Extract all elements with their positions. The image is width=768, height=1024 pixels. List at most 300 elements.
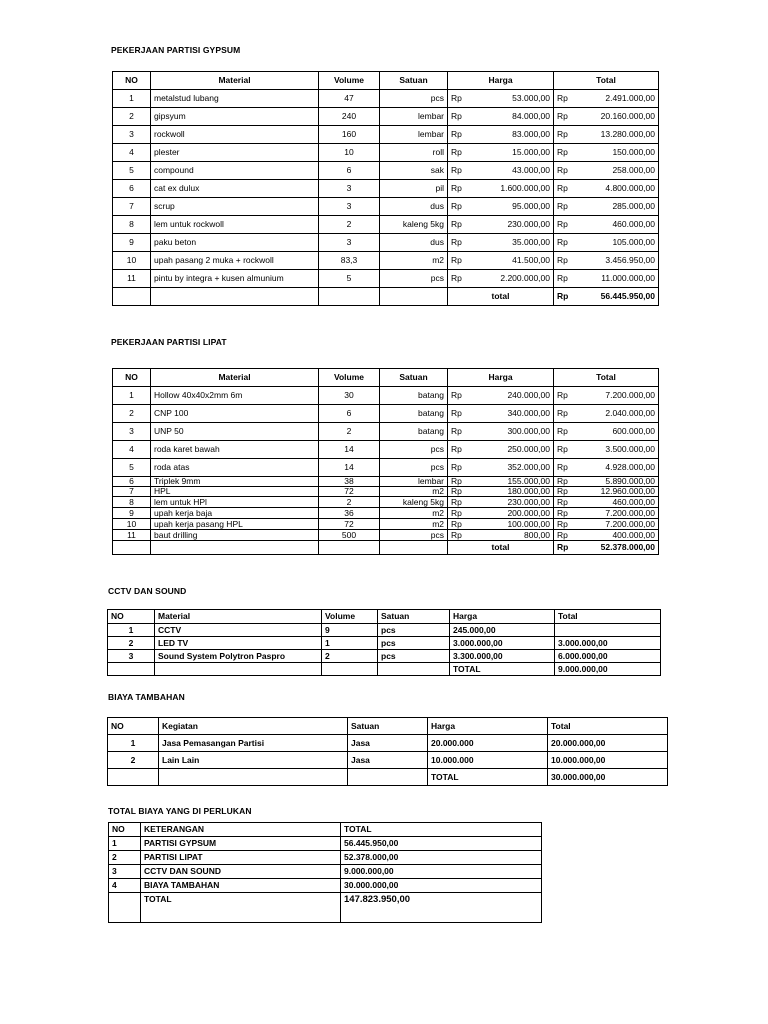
cell-harga: 84.000,00 xyxy=(478,108,554,126)
header-keterangan: KETERANGAN xyxy=(141,823,341,837)
cell-currency: Rp xyxy=(448,519,478,530)
cell-no: 11 xyxy=(113,530,151,541)
cell-satuan: m2 xyxy=(380,252,448,270)
cell-currency: Rp xyxy=(448,162,478,180)
header-harga: Harga xyxy=(450,610,555,624)
cell-material: lem untuk HPl xyxy=(151,497,319,508)
cell-no: 4 xyxy=(109,879,141,893)
cell-total: 4.800.000,00 xyxy=(578,180,659,198)
cell-satuan: pcs xyxy=(380,441,448,459)
cell-currency: Rp xyxy=(448,216,478,234)
cell-currency: Rp xyxy=(554,108,578,126)
empty-cell xyxy=(378,663,450,676)
cell-no: 10 xyxy=(113,252,151,270)
table-row xyxy=(113,441,659,459)
cell-no: 1 xyxy=(108,624,155,637)
table-row xyxy=(108,752,668,769)
cell-currency: Rp xyxy=(448,508,478,519)
cell-volume: 38 xyxy=(319,477,380,487)
cell-satuan: dus xyxy=(380,198,448,216)
cell-total: 2.040.000,00 xyxy=(578,405,659,423)
cell-total: 2.491.000,00 xyxy=(578,90,659,108)
table-row xyxy=(108,735,668,752)
cell-currency: Rp xyxy=(448,423,478,441)
header-volume: Volume xyxy=(319,369,380,387)
table-row xyxy=(113,234,659,252)
empty-cell xyxy=(108,769,159,786)
total-value: 147.823.950,00 xyxy=(341,893,542,923)
cell-currency: Rp xyxy=(554,530,578,541)
cell-no: 2 xyxy=(113,405,151,423)
cell-total: 105.000,00 xyxy=(578,234,659,252)
cell-harga: 3.000.000,00 xyxy=(450,637,555,650)
gypsum-header-row xyxy=(113,72,659,90)
cell-satuan: sak xyxy=(380,162,448,180)
cell-total: 7.200.000,00 xyxy=(578,387,659,405)
tambahan-table xyxy=(107,717,668,786)
cell-kegiatan: Jasa Pemasangan Partisi xyxy=(159,735,348,752)
cell-satuan: batang xyxy=(380,387,448,405)
cell-volume: 83,3 xyxy=(319,252,380,270)
cell-total: 9.000.000,00 xyxy=(341,865,542,879)
cell-material: metalstud lubang xyxy=(151,90,319,108)
cell-harga: 3.300.000,00 xyxy=(450,650,555,663)
cell-volume: 160 xyxy=(319,126,380,144)
cell-no: 3 xyxy=(113,423,151,441)
cell-volume: 500 xyxy=(319,530,380,541)
cell-volume: 2 xyxy=(319,216,380,234)
cell-currency: Rp xyxy=(448,108,478,126)
table-row xyxy=(113,530,659,541)
cell-currency: Rp xyxy=(448,459,478,477)
empty-cell xyxy=(109,893,141,923)
cell-currency: Rp xyxy=(554,198,578,216)
cctv-header-row xyxy=(108,610,661,624)
empty-cell xyxy=(322,663,378,676)
header-total: TOTAL xyxy=(341,823,542,837)
total-row xyxy=(108,769,668,786)
cell-total: 258.000,00 xyxy=(578,162,659,180)
cell-no: 6 xyxy=(113,477,151,487)
cell-total: 20.160.000,00 xyxy=(578,108,659,126)
empty-cell xyxy=(151,288,319,306)
cell-material: rockwoll xyxy=(151,126,319,144)
cell-currency: Rp xyxy=(554,270,578,288)
cell-total: 150.000,00 xyxy=(578,144,659,162)
total-value: 9.000.000,00 xyxy=(555,663,661,676)
table-row xyxy=(109,851,542,865)
total-value: 56.445.950,00 xyxy=(578,288,659,306)
cell-material: CCTV xyxy=(155,624,322,637)
cell-harga: 245.000,00 xyxy=(450,624,555,637)
cell-no: 7 xyxy=(113,198,151,216)
table-row xyxy=(108,650,661,663)
cell-satuan: lembar xyxy=(380,108,448,126)
cell-volume: 2 xyxy=(322,650,378,663)
table-row xyxy=(113,108,659,126)
cell-material: baut drilling xyxy=(151,530,319,541)
cell-satuan: m2 xyxy=(380,519,448,530)
cell-harga: 340.000,00 xyxy=(478,405,554,423)
total-row xyxy=(109,893,542,923)
total-row xyxy=(113,541,659,555)
cell-currency: Rp xyxy=(448,252,478,270)
table-row xyxy=(113,519,659,530)
cell-currency: Rp xyxy=(554,477,578,487)
cell-currency: Rp xyxy=(448,234,478,252)
cell-volume: 3 xyxy=(319,180,380,198)
cell-currency: Rp xyxy=(554,519,578,530)
table-row xyxy=(113,216,659,234)
cell-material: cat ex dulux xyxy=(151,180,319,198)
cell-harga: 35.000,00 xyxy=(478,234,554,252)
header-kegiatan: Kegiatan xyxy=(159,718,348,735)
empty-cell xyxy=(155,663,322,676)
table-row xyxy=(113,270,659,288)
cell-no: 11 xyxy=(113,270,151,288)
gypsum-section-title: PEKERJAAN PARTISI GYPSUM xyxy=(111,45,241,55)
cell-material: upah kerja pasang HPL xyxy=(151,519,319,530)
cell-harga: 100.000,00 xyxy=(478,519,554,530)
total-label: TOTAL xyxy=(141,893,341,923)
header-material: Material xyxy=(151,72,319,90)
cell-currency: Rp xyxy=(448,387,478,405)
cell-keterangan: PARTISI LIPAT xyxy=(141,851,341,865)
cell-currency: Rp xyxy=(554,423,578,441)
cell-total xyxy=(555,624,661,637)
cell-no: 2 xyxy=(108,637,155,650)
header-satuan: Satuan xyxy=(380,369,448,387)
cell-material: upah kerja baja xyxy=(151,508,319,519)
cell-keterangan: BIAYA TAMBAHAN xyxy=(141,879,341,893)
cell-harga: 20.000.000 xyxy=(428,735,548,752)
cell-currency: Rp xyxy=(448,90,478,108)
lipat-table xyxy=(112,368,659,555)
cell-satuan: pcs xyxy=(378,637,450,650)
cell-total: 460.000,00 xyxy=(578,216,659,234)
cell-material: HPL xyxy=(151,487,319,497)
cell-total: 30.000.000,00 xyxy=(341,879,542,893)
total-label: total xyxy=(448,541,554,555)
cell-total: 11.000.000,00 xyxy=(578,270,659,288)
cell-satuan: m2 xyxy=(380,508,448,519)
table-row xyxy=(113,387,659,405)
cell-total: 6.000.000,00 xyxy=(555,650,661,663)
cell-currency: Rp xyxy=(554,497,578,508)
cell-satuan: lembar xyxy=(380,477,448,487)
cell-harga: 10.000.000 xyxy=(428,752,548,769)
cell-satuan: dus xyxy=(380,234,448,252)
table-row xyxy=(109,865,542,879)
cell-currency: Rp xyxy=(448,270,478,288)
table-row xyxy=(113,405,659,423)
cctv-section-title: CCTV DAN SOUND xyxy=(108,586,187,596)
header-total: Total xyxy=(554,72,659,90)
cell-harga: 300.000,00 xyxy=(478,423,554,441)
cell-no: 3 xyxy=(109,865,141,879)
cell-currency: Rp xyxy=(448,530,478,541)
cell-currency: Rp xyxy=(554,387,578,405)
cell-no: 2 xyxy=(109,851,141,865)
cell-currency: Rp xyxy=(448,198,478,216)
table-row xyxy=(113,497,659,508)
cell-harga: 250.000,00 xyxy=(478,441,554,459)
table-row xyxy=(113,477,659,487)
cell-satuan: pcs xyxy=(378,650,450,663)
cell-currency: Rp xyxy=(554,487,578,497)
cell-material: compound xyxy=(151,162,319,180)
cell-total: 3.000.000,00 xyxy=(555,637,661,650)
header-material: Material xyxy=(155,610,322,624)
table-row xyxy=(113,90,659,108)
cell-volume: 3 xyxy=(319,198,380,216)
cell-satuan: roll xyxy=(380,144,448,162)
total-label: total xyxy=(448,288,554,306)
empty-cell xyxy=(113,541,151,555)
cell-currency: Rp xyxy=(448,126,478,144)
cell-harga: 15.000,00 xyxy=(478,144,554,162)
cell-kegiatan: Lain Lain xyxy=(159,752,348,769)
cell-total: 12.960.000,00 xyxy=(578,487,659,497)
cell-keterangan: CCTV DAN SOUND xyxy=(141,865,341,879)
empty-cell xyxy=(380,541,448,555)
empty-cell xyxy=(319,541,380,555)
cell-currency: Rp xyxy=(554,405,578,423)
cell-total: 20.000.000,00 xyxy=(548,735,668,752)
cell-material: Hollow 40x40x2mm 6m xyxy=(151,387,319,405)
table-row xyxy=(109,837,542,851)
table-row xyxy=(113,162,659,180)
cell-total: 3.456.950,00 xyxy=(578,252,659,270)
cell-satuan: pcs xyxy=(378,624,450,637)
cell-total: 10.000.000,00 xyxy=(548,752,668,769)
cell-total: 4.928.000,00 xyxy=(578,459,659,477)
header-total: Total xyxy=(548,718,668,735)
cell-material: roda atas xyxy=(151,459,319,477)
cell-total: 285.000,00 xyxy=(578,198,659,216)
cell-currency: Rp xyxy=(554,252,578,270)
header-no: NO xyxy=(108,718,159,735)
cell-total: 460.000,00 xyxy=(578,497,659,508)
total-label: TOTAL xyxy=(428,769,548,786)
cell-no: 8 xyxy=(113,216,151,234)
cell-volume: 1 xyxy=(322,637,378,650)
summary-header-row xyxy=(109,823,542,837)
cell-currency: Rp xyxy=(554,126,578,144)
summary-table xyxy=(108,822,542,923)
cell-currency: Rp xyxy=(554,180,578,198)
cell-currency: Rp xyxy=(554,459,578,477)
cell-no: 1 xyxy=(113,387,151,405)
tambahan-header-row xyxy=(108,718,668,735)
cell-total: 400.000,00 xyxy=(578,530,659,541)
cell-material: paku beton xyxy=(151,234,319,252)
header-material: Material xyxy=(151,369,319,387)
cell-no: 1 xyxy=(113,90,151,108)
summary-section-title: TOTAL BIAYA YANG DI PERLUKAN xyxy=(108,806,252,816)
total-currency: Rp xyxy=(554,541,578,555)
cell-volume: 14 xyxy=(319,459,380,477)
cell-harga: 800,00 xyxy=(478,530,554,541)
cell-harga: 240.000,00 xyxy=(478,387,554,405)
cell-no: 7 xyxy=(113,487,151,497)
cell-currency: Rp xyxy=(448,487,478,497)
cell-material: plester xyxy=(151,144,319,162)
table-row xyxy=(113,508,659,519)
cell-volume: 9 xyxy=(322,624,378,637)
empty-cell xyxy=(151,541,319,555)
lipat-header-row xyxy=(113,369,659,387)
header-volume: Volume xyxy=(322,610,378,624)
cell-keterangan: PARTISI GYPSUM xyxy=(141,837,341,851)
cell-no: 2 xyxy=(113,108,151,126)
header-total: Total xyxy=(554,369,659,387)
cell-material: LED TV xyxy=(155,637,322,650)
table-row xyxy=(113,144,659,162)
cell-currency: Rp xyxy=(448,405,478,423)
cell-no: 5 xyxy=(113,162,151,180)
cell-volume: 47 xyxy=(319,90,380,108)
lipat-section-title: PEKERJAAN PARTISI LIPAT xyxy=(111,337,227,347)
cell-currency: Rp xyxy=(554,441,578,459)
cell-harga: 43.000,00 xyxy=(478,162,554,180)
cell-total: 5.890.000,00 xyxy=(578,477,659,487)
cell-currency: Rp xyxy=(448,497,478,508)
cell-harga: 230.000,00 xyxy=(478,497,554,508)
cell-volume: 240 xyxy=(319,108,380,126)
cell-material: roda karet bawah xyxy=(151,441,319,459)
cell-material: upah pasang 2 muka + rockwoll xyxy=(151,252,319,270)
cell-satuan: lembar xyxy=(380,126,448,144)
cell-no: 1 xyxy=(109,837,141,851)
cell-material: lem untuk rockwoll xyxy=(151,216,319,234)
table-row xyxy=(109,879,542,893)
cell-satuan: batang xyxy=(380,405,448,423)
cell-no: 5 xyxy=(113,459,151,477)
total-value: 52.378.000,00 xyxy=(578,541,659,555)
cell-currency: Rp xyxy=(448,441,478,459)
cell-no: 9 xyxy=(113,508,151,519)
cell-currency: Rp xyxy=(554,90,578,108)
cell-satuan: Jasa xyxy=(348,752,428,769)
table-row xyxy=(113,459,659,477)
empty-cell xyxy=(319,288,380,306)
header-no: NO xyxy=(109,823,141,837)
table-row xyxy=(113,487,659,497)
cell-total: 3.500.000,00 xyxy=(578,441,659,459)
header-no: NO xyxy=(113,369,151,387)
cell-total: 600.000,00 xyxy=(578,423,659,441)
cell-no: 6 xyxy=(113,180,151,198)
cell-volume: 2 xyxy=(319,423,380,441)
cell-harga: 230.000,00 xyxy=(478,216,554,234)
empty-cell xyxy=(380,288,448,306)
empty-cell xyxy=(113,288,151,306)
tambahan-section-title: BIAYA TAMBAHAN xyxy=(108,692,185,702)
cell-no: 9 xyxy=(113,234,151,252)
table-row xyxy=(113,252,659,270)
table-row xyxy=(108,624,661,637)
header-volume: Volume xyxy=(319,72,380,90)
cell-no: 4 xyxy=(113,144,151,162)
cell-volume: 3 xyxy=(319,234,380,252)
cell-volume: 14 xyxy=(319,441,380,459)
cell-volume: 6 xyxy=(319,405,380,423)
cell-total: 13.280.000,00 xyxy=(578,126,659,144)
table-row xyxy=(113,180,659,198)
cell-material: gipsyum xyxy=(151,108,319,126)
total-row xyxy=(113,288,659,306)
cell-volume: 72 xyxy=(319,487,380,497)
cell-volume: 6 xyxy=(319,162,380,180)
total-currency: Rp xyxy=(554,288,578,306)
cell-harga: 200.000,00 xyxy=(478,508,554,519)
cell-volume: 72 xyxy=(319,519,380,530)
cell-satuan: pcs xyxy=(380,270,448,288)
table-row xyxy=(113,126,659,144)
cell-satuan: pcs xyxy=(380,530,448,541)
cell-no: 8 xyxy=(113,497,151,508)
cell-no: 4 xyxy=(113,441,151,459)
total-value: 30.000.000,00 xyxy=(548,769,668,786)
cell-satuan: Jasa xyxy=(348,735,428,752)
cell-no: 10 xyxy=(113,519,151,530)
cell-currency: Rp xyxy=(554,508,578,519)
empty-cell xyxy=(159,769,348,786)
cell-no: 2 xyxy=(108,752,159,769)
cell-harga: 83.000,00 xyxy=(478,126,554,144)
cell-no: 1 xyxy=(108,735,159,752)
cell-currency: Rp xyxy=(448,144,478,162)
cell-satuan: pcs xyxy=(380,90,448,108)
table-row xyxy=(108,637,661,650)
cell-currency: Rp xyxy=(554,234,578,252)
cell-satuan: kaleng 5kg xyxy=(380,216,448,234)
cell-volume: 30 xyxy=(319,387,380,405)
cell-satuan: batang xyxy=(380,423,448,441)
cell-material: pintu by integra + kusen almunium xyxy=(151,270,319,288)
cell-harga: 95.000,00 xyxy=(478,198,554,216)
cell-satuan: pil xyxy=(380,180,448,198)
header-satuan: Satuan xyxy=(348,718,428,735)
cell-total: 56.445.950,00 xyxy=(341,837,542,851)
cell-harga: 1.600.000,00 xyxy=(478,180,554,198)
cell-currency: Rp xyxy=(554,162,578,180)
cell-volume: 36 xyxy=(319,508,380,519)
table-row xyxy=(113,198,659,216)
header-no: NO xyxy=(108,610,155,624)
cell-harga: 352.000,00 xyxy=(478,459,554,477)
header-harga: Harga xyxy=(428,718,548,735)
cell-harga: 180.000,00 xyxy=(478,487,554,497)
empty-cell xyxy=(348,769,428,786)
cell-satuan: m2 xyxy=(380,487,448,497)
cctv-table xyxy=(107,609,661,676)
cell-volume: 2 xyxy=(319,497,380,508)
cell-no: 3 xyxy=(108,650,155,663)
cell-material: CNP 100 xyxy=(151,405,319,423)
cell-harga: 41.500,00 xyxy=(478,252,554,270)
header-total: Total xyxy=(555,610,661,624)
cell-material: UNP 50 xyxy=(151,423,319,441)
table-row xyxy=(113,423,659,441)
header-harga: Harga xyxy=(448,72,554,90)
cell-volume: 5 xyxy=(319,270,380,288)
cell-satuan: pcs xyxy=(380,459,448,477)
empty-cell xyxy=(108,663,155,676)
gypsum-table xyxy=(112,71,659,306)
cell-satuan: kaleng 5kg xyxy=(380,497,448,508)
